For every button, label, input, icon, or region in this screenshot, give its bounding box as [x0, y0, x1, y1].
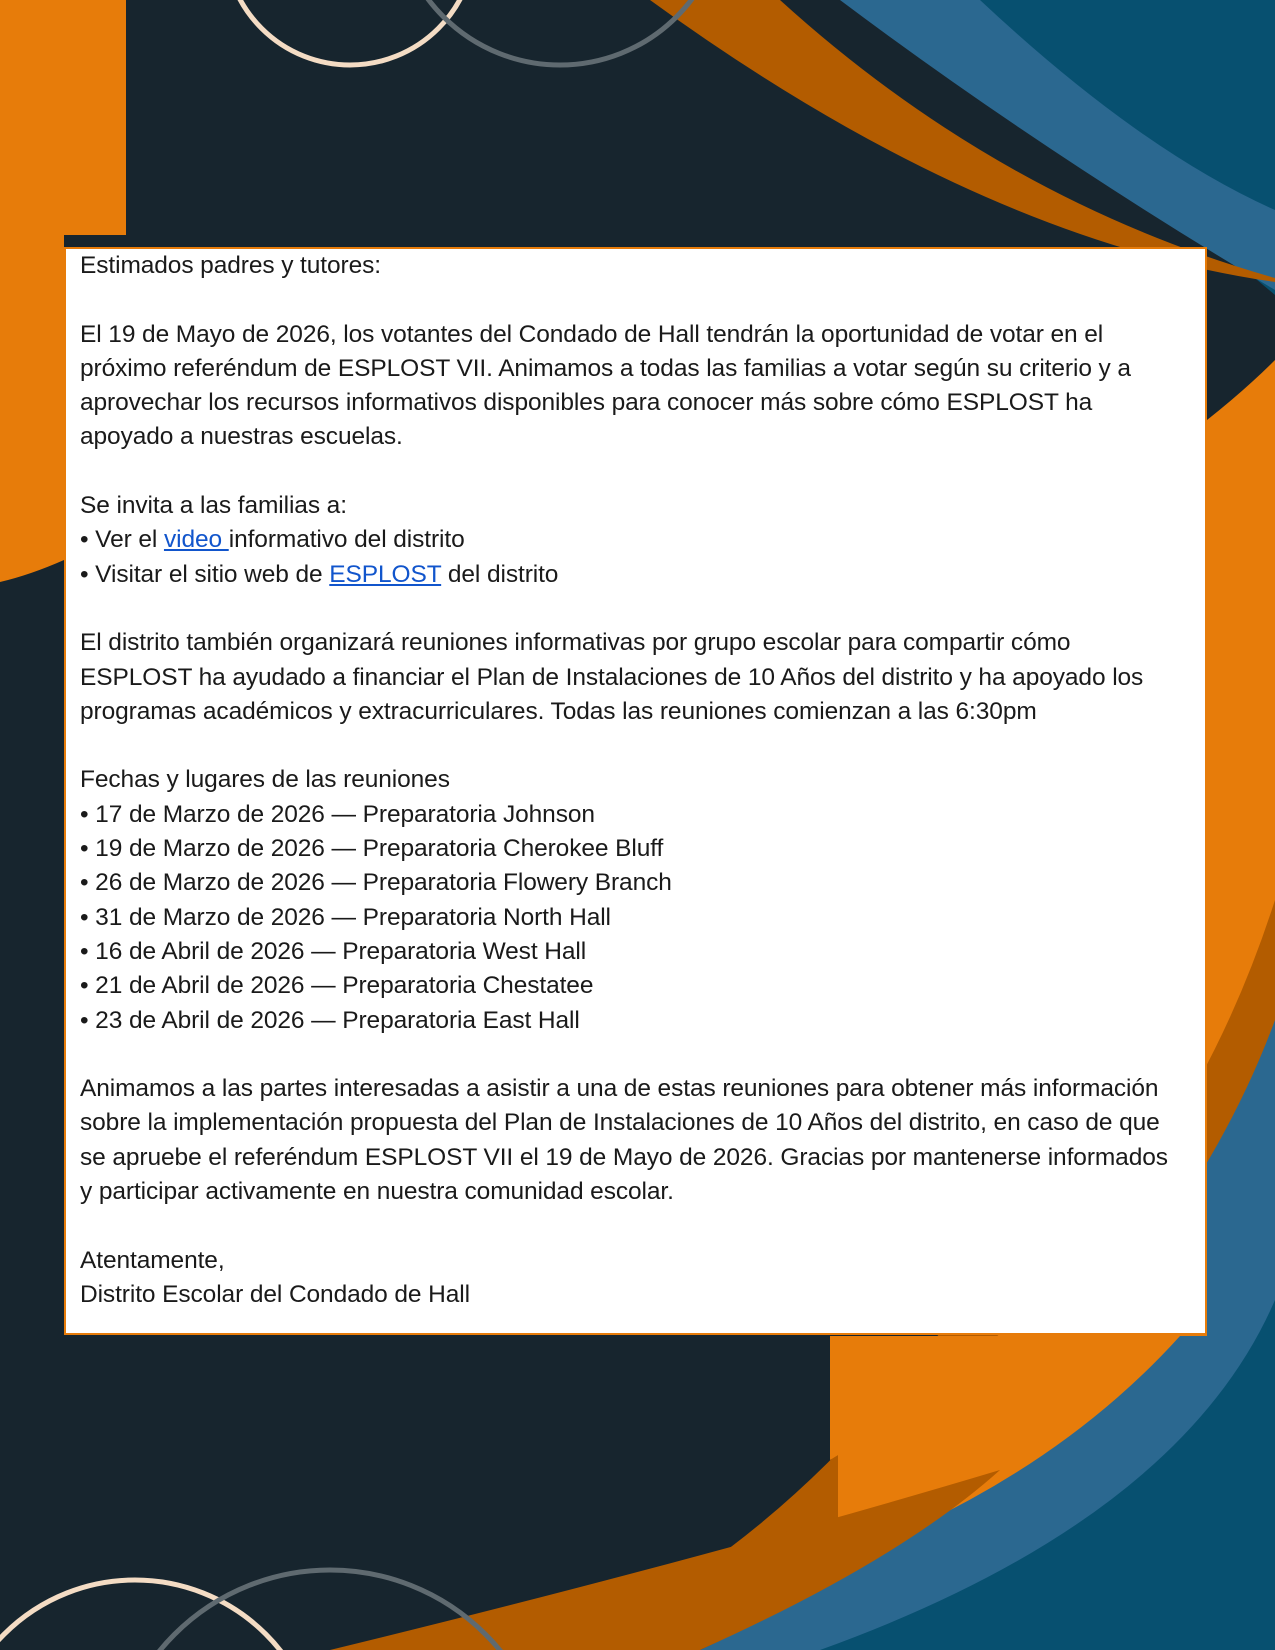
- invite-heading: Se invita a las familias a:: [80, 492, 347, 520]
- invite-item-website: • Visitar el sitio web de ESPLOST del distrito: [80, 560, 559, 588]
- schedule-item: • 21 de Abril de 2026 — Preparatoria Chestatee: [80, 972, 594, 1000]
- signoff: Atentamente,: [80, 1246, 225, 1274]
- schedule-item: • 16 de Abril de 2026 — Preparatoria West Hall: [80, 937, 587, 965]
- letter-card: [64, 247, 1207, 1335]
- schedule-item: • 17 de Marzo de 2026 — Preparatoria Johnson: [80, 800, 595, 828]
- meetings-paragraph: El distrito también organizará reuniones informativas por grupo escolar para compartir cómo ESPLOST ha ayudado a financiar el Plan de Instalaciones de 10 Años del distrito y ha apoyado los programas académicos y extracurriculares. Todas las reuniones comienzan a las 6:30pm: [80, 629, 1144, 725]
- schedule-item: • 23 de Abril de 2026 — Preparatoria East Hall: [80, 1006, 580, 1034]
- intro-paragraph: El 19 de Mayo de 2026, los votantes del Condado de Hall tendrán la oportunidad de votar en el próximo referéndum de ESPLOST VII. Animamos a todas las familias a votar según su criterio y a aprovechar los recursos informativos disponibles para conocer más sobre cómo ESPLOST ha apoyado a nuestras escuelas.: [80, 320, 1131, 451]
- schedule-item: • 31 de Marzo de 2026 — Preparatoria North Hall: [80, 903, 611, 931]
- invite-section: [80, 489, 1185, 592]
- video-link[interactable]: video: [163, 526, 229, 554]
- closing-paragraph: Animamos a las partes interesadas a asistir a una de estas reuniones para obtener más información sobre la implementación propuesta del Plan de Instalaciones de 10 Años del distrito, en caso de que se apruebe el referéndum ESPLOST VII el 19 de Mayo de 2026. Gracias por mantenerse informados y participar activamente en nuestra comunidad escolar.: [80, 1075, 1168, 1206]
- greeting: Estimados padres y tutores:: [80, 252, 381, 279]
- schedule-heading: Fechas y lugares de las reuniones: [80, 766, 450, 794]
- invite-item-video: • Ver el video informativo del distrito: [80, 526, 465, 554]
- signature-block: [80, 1244, 1185, 1313]
- schedule-item: • 19 de Marzo de 2026 — Preparatoria Cherokee Bluff: [80, 835, 664, 863]
- signature: Distrito Escolar del Condado de Hall: [80, 1280, 470, 1308]
- schedule-section: [80, 763, 1185, 1037]
- schedule-item: • 26 de Marzo de 2026 — Preparatoria Flowery Branch: [80, 869, 672, 897]
- esplost-link[interactable]: ESPLOST: [329, 560, 442, 588]
